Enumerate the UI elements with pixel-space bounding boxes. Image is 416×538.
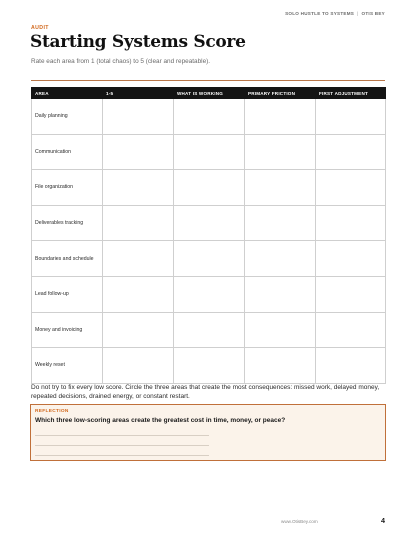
friction-cell[interactable] xyxy=(245,312,316,348)
book-title: SOLO HUSTLE TO SYSTEMS xyxy=(285,11,355,16)
table-row xyxy=(32,205,386,241)
answer-line[interactable] xyxy=(35,445,209,446)
answer-line[interactable] xyxy=(35,455,209,456)
footer-url: www.OtisBey.com xyxy=(281,519,318,524)
adjustment-cell[interactable] xyxy=(316,241,386,277)
score-cell[interactable] xyxy=(103,276,174,312)
reflection-question: Which three low-scoring areas create the greatest cost in time, money, or peace? xyxy=(35,417,286,424)
area-cell: Weekly reset xyxy=(32,348,103,384)
score-cell[interactable] xyxy=(103,241,174,277)
friction-cell[interactable] xyxy=(245,99,316,135)
area-cell: Communication xyxy=(32,134,103,170)
header-separator: | xyxy=(357,11,359,16)
reflection-box xyxy=(30,404,386,461)
score-cell[interactable] xyxy=(103,348,174,384)
area-cell: Daily planning xyxy=(32,99,103,135)
author-name: OTIS BEY xyxy=(361,11,385,16)
adjustment-cell[interactable] xyxy=(316,205,386,241)
area-cell: Money and invoicing xyxy=(32,312,103,348)
running-header xyxy=(285,11,385,16)
column-header-working: WHAT IS WORKING xyxy=(174,88,245,99)
area-cell: File organization xyxy=(32,170,103,206)
table-row xyxy=(32,241,386,277)
adjustment-cell[interactable] xyxy=(316,276,386,312)
working-cell[interactable] xyxy=(174,312,245,348)
working-cell[interactable] xyxy=(174,276,245,312)
adjustment-cell[interactable] xyxy=(316,170,386,206)
table-row xyxy=(32,99,386,135)
answer-line[interactable] xyxy=(35,435,209,436)
score-table xyxy=(31,87,386,384)
score-cell[interactable] xyxy=(103,170,174,206)
working-cell[interactable] xyxy=(174,241,245,277)
adjustment-cell[interactable] xyxy=(316,99,386,135)
friction-cell[interactable] xyxy=(245,170,316,206)
table-header-row xyxy=(32,88,386,99)
table-row xyxy=(32,170,386,206)
area-cell: Deliverables tracking xyxy=(32,205,103,241)
area-cell: Boundaries and schedule xyxy=(32,241,103,277)
working-cell[interactable] xyxy=(174,348,245,384)
score-cell[interactable] xyxy=(103,312,174,348)
reflection-label: REFLECTION xyxy=(35,409,69,414)
score-cell[interactable] xyxy=(103,99,174,135)
adjustment-cell[interactable] xyxy=(316,134,386,170)
title-divider xyxy=(31,80,385,81)
adjustment-cell[interactable] xyxy=(316,348,386,384)
page-subtitle: Rate each area from 1 (total chaos) to 5 (clear and repeatable). xyxy=(31,58,211,65)
column-header-area: AREA xyxy=(32,88,103,99)
friction-cell[interactable] xyxy=(245,348,316,384)
working-cell[interactable] xyxy=(174,134,245,170)
score-cell[interactable] xyxy=(103,205,174,241)
page-title: Starting Systems Score xyxy=(30,32,246,52)
friction-cell[interactable] xyxy=(245,205,316,241)
column-header-friction: PRIMARY FRICTION xyxy=(245,88,316,99)
friction-cell[interactable] xyxy=(245,276,316,312)
section-kicker: AUDIT xyxy=(31,25,49,31)
area-cell: Lead follow-up xyxy=(32,276,103,312)
adjustment-cell[interactable] xyxy=(316,312,386,348)
working-cell[interactable] xyxy=(174,99,245,135)
table-row xyxy=(32,348,386,384)
working-cell[interactable] xyxy=(174,170,245,206)
table-row xyxy=(32,276,386,312)
friction-cell[interactable] xyxy=(245,134,316,170)
column-header-score: 1-5 xyxy=(103,88,174,99)
friction-cell[interactable] xyxy=(245,241,316,277)
page-number: 4 xyxy=(381,516,385,525)
column-header-adjustment: FIRST ADJUSTMENT xyxy=(316,88,386,99)
table-row xyxy=(32,312,386,348)
working-cell[interactable] xyxy=(174,205,245,241)
table-row xyxy=(32,134,386,170)
instruction-note: Do not try to fix every low score. Circle the three areas that create the most consequences: missed work, delayed money, repeated decisions, drained energy, or constant restart. xyxy=(31,384,380,400)
score-cell[interactable] xyxy=(103,134,174,170)
